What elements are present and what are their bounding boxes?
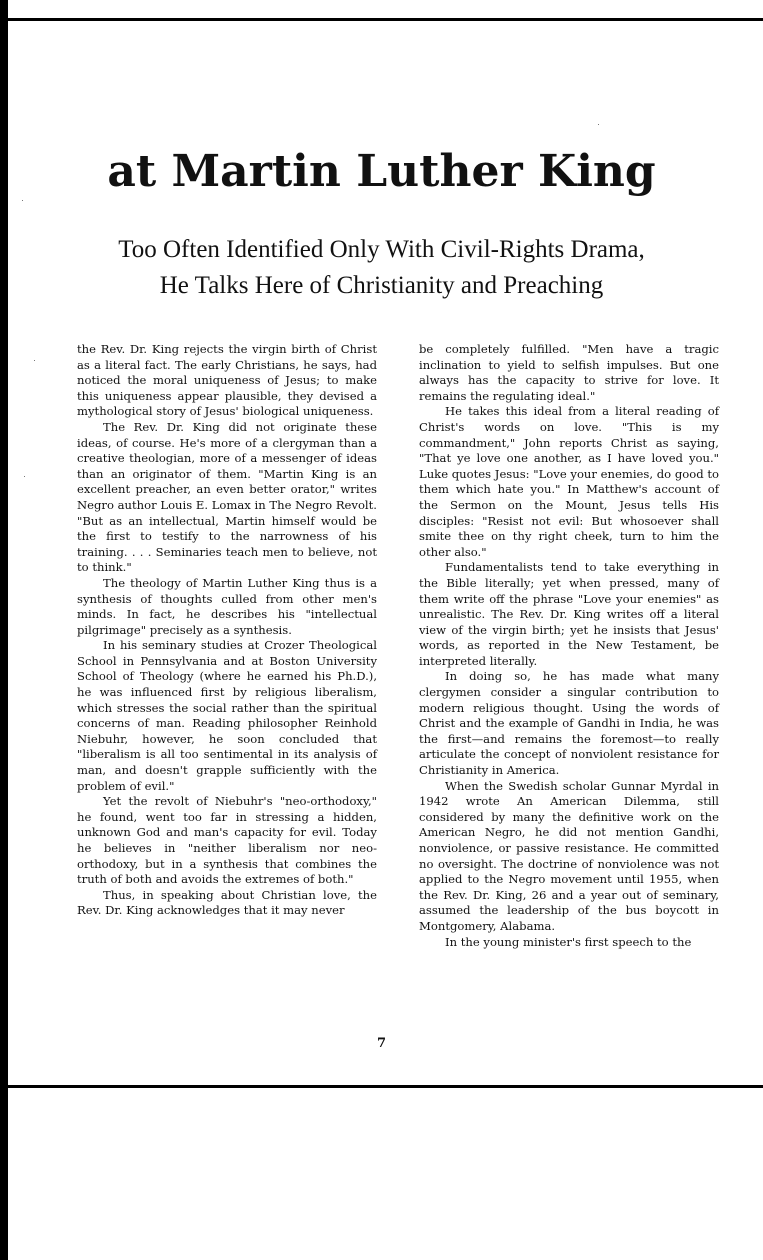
subtitle-line-2: He Talks Here of Christianity and Preaching [159,272,604,299]
paragraph: Yet the revolt of Niebuhr's "neo-orthodoxy," he found, went too far in stressing a hidden, unknown God and man's capacity for evil. Today he believes in "neither liberalism nor neo-orthodoxy, but in a synthesis that combines the truth of both and avoids the extremes of both." [77,794,377,887]
page-number: 7 [376,1036,387,1051]
paragraph: In the young minister's first speech to the [445,934,692,949]
paragraph: The Rev. Dr. King did not originate these ideas, of course. He's more of a clergyman than a creative theologian, more of a messenger of ideas than an originator of them. "Martin King is an excellent preacher, an even better orator," writes Negro author Louis E. Lomax in The Negro Revolt. "But as an intellectual, Martin himself would be the first to testify to the narrowness of his training. . . . Seminaries teach men to believe, not to think." [77,419,377,575]
top-rule [6,18,763,21]
right-column [419,342,719,950]
paragraph: When the Swedish scholar Gunnar Myrdal in 1942 wrote An American Dilemma, still considered by many the definitive work on the American Negro, he did not mention Gandhi, nonviolence, or passive resistance. He committed no oversight. The doctrine of nonviolence was not applied to the Negro movement until 1955, when the Rev. Dr. King, 26 and a year out of seminary, assumed the leadership of the bus boycott in Montgomery, Alabama. [419,778,719,933]
scan-speck [24,476,25,477]
scan-speck [22,200,23,201]
article-subtitle [0,232,763,304]
paragraph: be completely fulfilled. "Men have a tragic inclination to yield to selfish impulses. But one always has the capacity to strive for love. It remains the regulating ideal." [419,342,719,403]
paragraph: He takes this ideal from a literal reading of Christ's words on love. "This is my commandment," John reports Christ as saying, "That ye love one another, as I have loved you." Luke quotes Jesus: "Love your enemies, do good to them which hate you." In Matthew's account of the Sermon on the Mount, Jesus tells His disciples: "Resist not evil: But whosoever shall smite thee on thy right cheek, turn to him the other also." [419,404,719,559]
bottom-rule [0,1085,763,1088]
left-column [77,342,377,919]
subtitle-line-1: Too Often Identified Only With Civil-Rights Drama, [118,236,645,263]
paragraph: Thus, in speaking about Christian love, the Rev. Dr. King acknowledges that it may never [77,887,377,918]
article-title: at Martin Luther King [107,146,656,197]
paragraph: In doing so, he has made what many clergymen consider a singular contribution to modern religious thought. Using the words of Christ and the example of Gandhi in India, he was the first—and remains the foremost—to really articulate the concept of nonviolent resistance for Christianity in America. [419,669,719,778]
scan-speck [34,360,35,361]
scan-speck [598,124,599,125]
paragraph: the Rev. Dr. King rejects the virgin birth of Christ as a literal fact. The early Christians, he says, had noticed the moral uniqueness of Jesus; to make this uniqueness appear plausible, they devised a mythological story of Jesus' biological uniqueness. [77,342,377,419]
paragraph: In his seminary studies at Crozer Theological School in Pennsylvania and at Boston University School of Theology (where he earned his Ph.D.), he was influenced first by religious liberalism, which stresses the social rather than the spiritual concerns of man. Reading philosopher Reinhold Niebuhr, however, he soon concluded that "liberalism is all too sentimental in its analysis of man, and doesn't grapple sufficiently with the problem of evil." [77,638,377,793]
paragraph: The theology of Martin Luther King thus is a synthesis of thoughts culled from other men's minds. In fact, he describes his "intellectual pilgrimage" precisely as a synthesis. [77,575,377,637]
paragraph: Fundamentalists tend to take everything in the Bible literally; yet when pressed, many of them write off the phrase "Love your enemies" as unrealistic. The Rev. Dr. King writes off a literal view of the virgin birth; yet he insists that Jesus' words, as reported in the New Testament, be interpreted literally. [419,560,719,668]
